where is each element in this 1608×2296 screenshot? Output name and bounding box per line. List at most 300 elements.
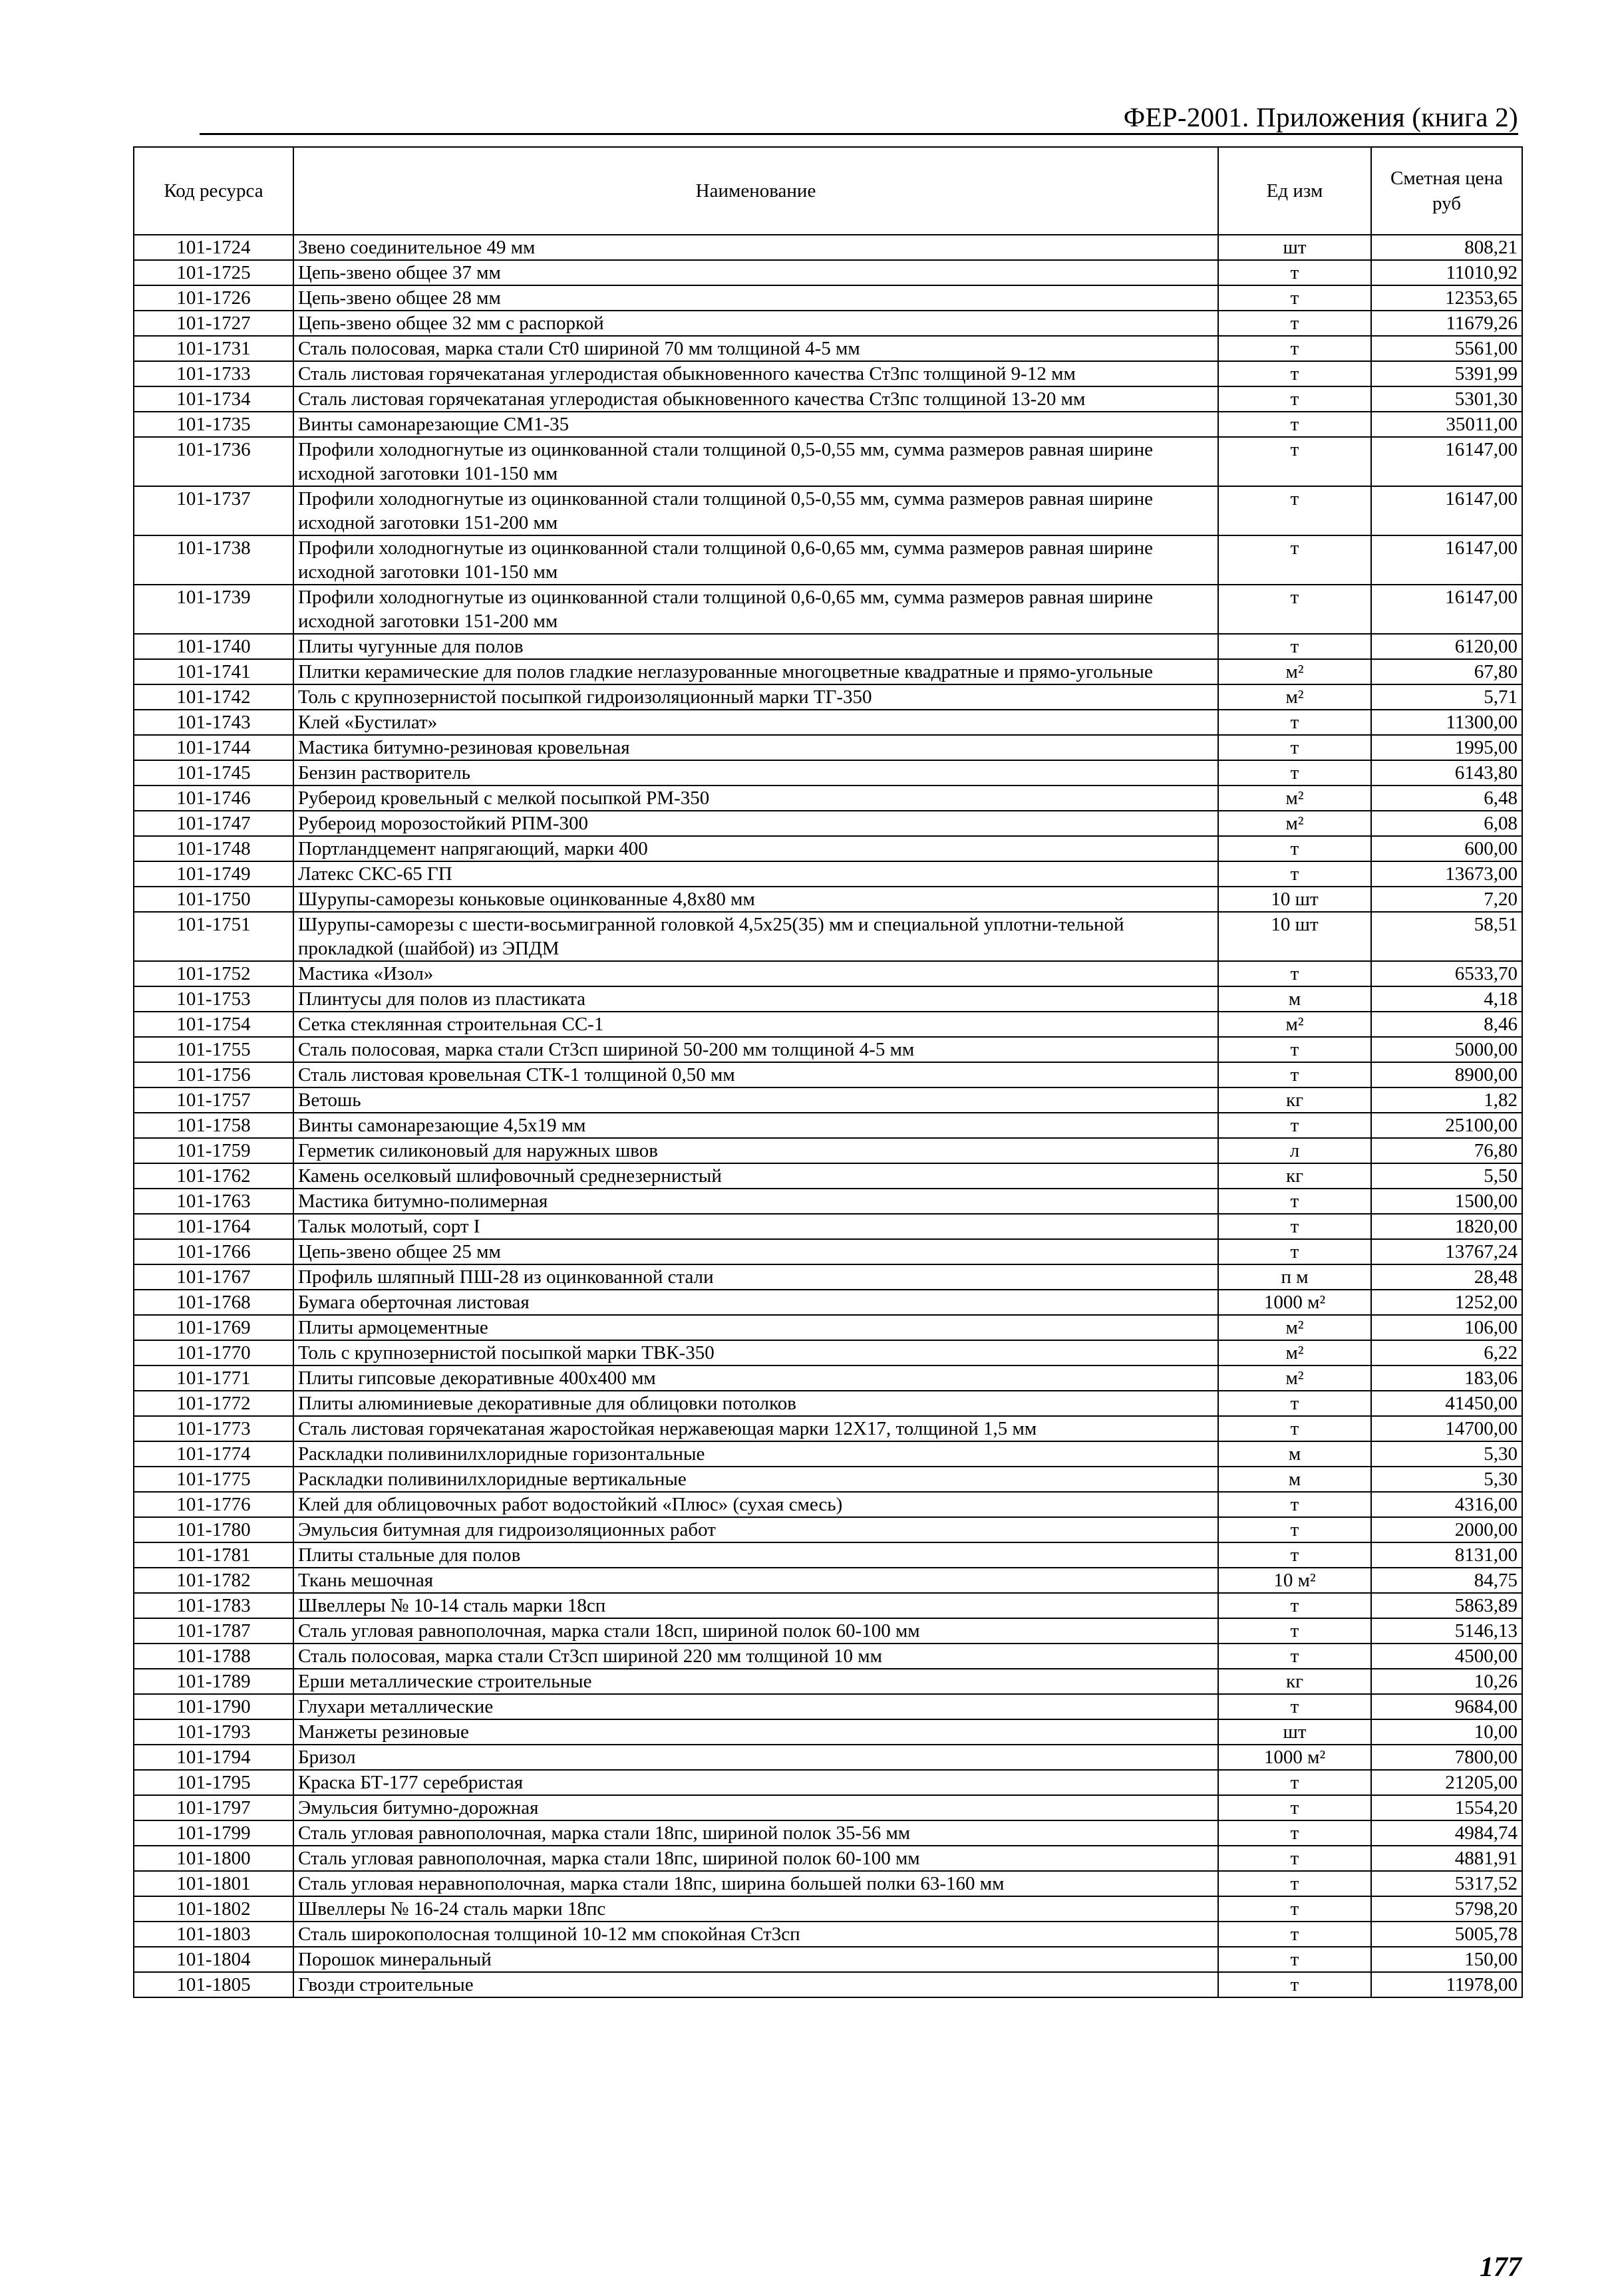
resource-name-cell: Мастика «Изол» [293,961,1218,986]
resource-code-cell: 101-1800 [134,1846,293,1871]
unit-cell: т [1218,285,1371,311]
price-cell: 5146,13 [1371,1618,1522,1644]
table-row [134,1416,1522,1441]
unit-cell: т [1218,1795,1371,1820]
unit-cell: т [1218,1846,1371,1871]
column-header-price: Сметная цена руб [1371,147,1522,235]
resource-name-cell: Сталь листовая горячекатаная углеродистая обыкновенного качества Ст3пс толщиной 13-20 мм [293,386,1218,412]
table-row [134,1441,1522,1467]
price-cell: 808,21 [1371,235,1522,260]
table-row [134,811,1522,836]
resource-code-cell: 101-1787 [134,1618,293,1644]
unit-cell: т [1218,1189,1371,1214]
table-row [134,710,1522,735]
unit-cell: т [1218,386,1371,412]
resource-name-cell: Сталь угловая неравнополочная, марка стали 18пс, ширина большей полки 63-160 мм [293,1871,1218,1896]
price-cell: 16147,00 [1371,437,1522,486]
resource-code-cell: 101-1759 [134,1138,293,1163]
table-row [134,1846,1522,1871]
resource-code-cell: 101-1741 [134,659,293,684]
table-row [134,585,1522,634]
price-cell: 13767,24 [1371,1239,1522,1264]
resource-code-cell: 101-1756 [134,1062,293,1087]
table-row [134,1745,1522,1770]
resource-code-cell: 101-1726 [134,285,293,311]
unit-cell: т [1218,1972,1371,1997]
resource-name-cell: Сталь листовая горячекатаная жаростойкая нержавеющая марки 12Х17, толщиной 1,5 мм [293,1416,1218,1441]
resource-name-cell: Шурупы-саморезы коньковые оцинкованные 4,8х80 мм [293,887,1218,912]
resource-code-cell: 101-1768 [134,1290,293,1315]
unit-cell: т [1218,710,1371,735]
resource-code-cell: 101-1781 [134,1542,293,1568]
unit-cell: т [1218,1062,1371,1087]
table-row [134,1517,1522,1542]
price-cell: 1,82 [1371,1087,1522,1113]
resource-name-cell: Ветошь [293,1087,1218,1113]
table-row [134,260,1522,285]
resource-name-cell: Рубероид кровельный с мелкой посыпкой РМ-350 [293,786,1218,811]
resource-code-cell: 101-1773 [134,1416,293,1441]
table-row [134,1871,1522,1896]
resource-name-cell: Ткань мешочная [293,1568,1218,1593]
price-cell: 6533,70 [1371,961,1522,986]
page-number: 177 [1480,2252,1522,2283]
resource-name-cell: Клей «Бустилат» [293,710,1218,735]
document-header-title: ФЕР-2001. Приложения (книга 2) [1123,102,1518,132]
resource-name-cell: Порошок минеральный [293,1947,1218,1972]
resource-name-cell: Рубероид морозостойкий РПМ-300 [293,811,1218,836]
unit-cell: м² [1218,659,1371,684]
resource-name-cell: Плиты гипсовые декоративные 400х400 мм [293,1365,1218,1391]
resource-price-table-container [133,146,1522,1998]
resource-code-cell: 101-1724 [134,235,293,260]
resource-name-cell: Сталь полосовая, марка стали Ст3сп шириной 50-200 мм толщиной 4-5 мм [293,1037,1218,1062]
resource-code-cell: 101-1754 [134,1012,293,1037]
unit-cell: 10 шт [1218,912,1371,961]
price-cell: 11300,00 [1371,710,1522,735]
table-row [134,861,1522,887]
unit-cell: т [1218,861,1371,887]
table-row [134,1340,1522,1365]
resource-name-cell: Краска БТ-177 серебристая [293,1770,1218,1795]
resource-name-cell: Толь с крупнозернистой посыпкой гидроизоляционный марки ТГ-350 [293,684,1218,710]
resource-code-cell: 101-1727 [134,311,293,336]
resource-code-cell: 101-1757 [134,1087,293,1113]
unit-cell: т [1218,412,1371,437]
table-row [134,836,1522,861]
resource-code-cell: 101-1736 [134,437,293,486]
resource-name-cell: Бумага оберточная листовая [293,1290,1218,1315]
table-row [134,1568,1522,1593]
resource-name-cell: Сталь широкополосная толщиной 10-12 мм спокойная Ст3сп [293,1922,1218,1947]
resource-code-cell: 101-1794 [134,1745,293,1770]
price-cell: 8900,00 [1371,1062,1522,1087]
table-row [134,1037,1522,1062]
resource-code-cell: 101-1737 [134,486,293,535]
resource-name-cell: Бризол [293,1745,1218,1770]
resource-code-cell: 101-1744 [134,735,293,760]
resource-name-cell: Цепь-звено общее 28 мм [293,285,1218,311]
resource-name-cell: Плиты стальные для полов [293,1542,1218,1568]
table-row [134,1618,1522,1644]
unit-cell: т [1218,634,1371,659]
resource-code-cell: 101-1767 [134,1264,293,1290]
resource-code-cell: 101-1780 [134,1517,293,1542]
unit-cell: т [1218,1644,1371,1669]
resource-code-cell: 101-1745 [134,760,293,786]
price-cell: 6143,80 [1371,760,1522,786]
resource-name-cell: Винты самонарезающие 4,5х19 мм [293,1113,1218,1138]
table-row [134,1365,1522,1391]
price-cell: 5317,52 [1371,1871,1522,1896]
unit-cell: т [1218,836,1371,861]
unit-cell: т [1218,535,1371,585]
resource-name-cell: Манжеты резиновые [293,1719,1218,1745]
resource-name-cell: Профили холодногнутые из оцинкованной стали толщиной 0,6-0,65 мм, сумма размеров равная ширине исходной заготовки 151-200 мм [293,585,1218,634]
table-row [134,1694,1522,1719]
price-cell: 5,50 [1371,1163,1522,1189]
price-cell: 8131,00 [1371,1542,1522,1568]
unit-cell: 1000 м² [1218,1290,1371,1315]
resource-code-cell: 101-1804 [134,1947,293,1972]
price-cell: 5863,89 [1371,1593,1522,1618]
unit-cell: т [1218,1593,1371,1618]
unit-cell: т [1218,1492,1371,1517]
resource-name-cell: Раскладки поливинилхлоридные вертикальные [293,1467,1218,1492]
table-row [134,285,1522,311]
resource-name-cell: Цепь-звено общее 25 мм [293,1239,1218,1264]
unit-cell: т [1218,1542,1371,1568]
resource-name-cell: Камень оселковый шлифовочный среднезернистый [293,1163,1218,1189]
price-cell: 183,06 [1371,1365,1522,1391]
price-cell: 16147,00 [1371,585,1522,634]
header-divider [200,133,1518,135]
price-cell: 1252,00 [1371,1290,1522,1315]
table-row [134,486,1522,535]
table-row [134,535,1522,585]
table-row [134,1264,1522,1290]
resource-code-cell: 101-1783 [134,1593,293,1618]
table-row [134,1062,1522,1087]
table-row [134,1391,1522,1416]
table-row [134,1922,1522,1947]
resource-name-cell: Клей для облицовочных работ водостойкий «Плюс» (сухая смесь) [293,1492,1218,1517]
price-cell: 16147,00 [1371,486,1522,535]
table-row [134,235,1522,260]
unit-cell: т [1218,1820,1371,1846]
unit-cell: шт [1218,235,1371,260]
unit-cell: т [1218,1037,1371,1062]
resource-name-cell: Сталь листовая горячекатаная углеродистая обыкновенного качества Ст3пс толщиной 9-12 мм [293,361,1218,386]
unit-cell: т [1218,760,1371,786]
table-row [134,336,1522,361]
resource-name-cell: Сетка стеклянная строительная СС-1 [293,1012,1218,1037]
table-row [134,1290,1522,1315]
price-cell: 6,08 [1371,811,1522,836]
resource-code-cell: 101-1764 [134,1214,293,1239]
resource-name-cell: Звено соединительное 49 мм [293,235,1218,260]
price-cell: 28,48 [1371,1264,1522,1290]
table-body [134,235,1522,1997]
table-row [134,887,1522,912]
resource-name-cell: Профили холодногнутые из оцинкованной стали толщиной 0,6-0,65 мм, сумма размеров равная ширине исходной заготовки 101-150 мм [293,535,1218,585]
unit-cell: т [1218,1416,1371,1441]
price-cell: 6,22 [1371,1340,1522,1365]
table-row [134,1087,1522,1113]
resource-name-cell: Профиль шляпный ПШ-28 из оцинкованной стали [293,1264,1218,1290]
table-row [134,1820,1522,1846]
price-cell: 600,00 [1371,836,1522,861]
price-cell: 1995,00 [1371,735,1522,760]
price-cell: 12353,65 [1371,285,1522,311]
table-row [134,311,1522,336]
price-cell: 7800,00 [1371,1745,1522,1770]
price-cell: 6,48 [1371,786,1522,811]
resource-name-cell: Цепь-звено общее 37 мм [293,260,1218,285]
resource-code-cell: 101-1763 [134,1189,293,1214]
resource-name-cell: Цепь-звено общее 32 мм с распоркой [293,311,1218,336]
unit-cell: т [1218,260,1371,285]
unit-cell: 10 м² [1218,1568,1371,1593]
resource-code-cell: 101-1758 [134,1113,293,1138]
price-cell: 67,80 [1371,659,1522,684]
resource-code-cell: 101-1789 [134,1669,293,1694]
unit-cell: п м [1218,1264,1371,1290]
unit-cell: т [1218,486,1371,535]
table-row [134,1770,1522,1795]
resource-name-cell: Плитки керамические для полов гладкие неглазурованные многоцветные квадратные и прямо-угольные [293,659,1218,684]
price-cell: 5,30 [1371,1467,1522,1492]
price-cell: 21205,00 [1371,1770,1522,1795]
resource-name-cell: Эмульсия битумно-дорожная [293,1795,1218,1820]
table-row [134,1795,1522,1820]
unit-cell: т [1218,1922,1371,1947]
resource-code-cell: 101-1775 [134,1467,293,1492]
price-cell: 14700,00 [1371,1416,1522,1441]
resource-name-cell: Сталь угловая равнополочная, марка стали 18пс, шириной полок 35-56 мм [293,1820,1218,1846]
table-row [134,912,1522,961]
price-cell: 4984,74 [1371,1820,1522,1846]
resource-code-cell: 101-1799 [134,1820,293,1846]
resource-code-cell: 101-1801 [134,1871,293,1896]
unit-cell: т [1218,1871,1371,1896]
unit-cell: т [1218,1391,1371,1416]
price-cell: 5000,00 [1371,1037,1522,1062]
table-row [134,961,1522,986]
resource-code-cell: 101-1793 [134,1719,293,1745]
resource-code-cell: 101-1752 [134,961,293,986]
resource-name-cell: Толь с крупнозернистой посыпкой марки ТВК-350 [293,1340,1218,1365]
unit-cell: м [1218,986,1371,1012]
table-row [134,361,1522,386]
resource-name-cell: Глухари металлические [293,1694,1218,1719]
price-cell: 76,80 [1371,1138,1522,1163]
table-row [134,1012,1522,1037]
unit-cell: т [1218,1694,1371,1719]
unit-cell: т [1218,336,1371,361]
resource-code-cell: 101-1795 [134,1770,293,1795]
table-row [134,1896,1522,1922]
resource-name-cell: Герметик силиконовый для наружных швов [293,1138,1218,1163]
unit-cell: т [1218,1618,1371,1644]
price-cell: 25100,00 [1371,1113,1522,1138]
resource-name-cell: Мастика битумно-полимерная [293,1189,1218,1214]
resource-code-cell: 101-1772 [134,1391,293,1416]
unit-cell: т [1218,1214,1371,1239]
resource-code-cell: 101-1743 [134,710,293,735]
unit-cell: т [1218,1113,1371,1138]
resource-code-cell: 101-1734 [134,386,293,412]
resource-name-cell: Ерши металлические строительные [293,1669,1218,1694]
table-row [134,1719,1522,1745]
column-header-unit: Ед изм [1218,147,1371,235]
unit-cell: кг [1218,1163,1371,1189]
price-cell: 16147,00 [1371,535,1522,585]
resource-name-cell: Плинтусы для полов из пластиката [293,986,1218,1012]
unit-cell: м² [1218,811,1371,836]
price-cell: 4500,00 [1371,1644,1522,1669]
resource-code-cell: 101-1770 [134,1340,293,1365]
table-row [134,1492,1522,1517]
unit-cell: м² [1218,1365,1371,1391]
price-cell: 106,00 [1371,1315,1522,1340]
price-cell: 11978,00 [1371,1972,1522,1997]
table-row [134,684,1522,710]
resource-code-cell: 101-1771 [134,1365,293,1391]
price-cell: 6120,00 [1371,634,1522,659]
resource-code-cell: 101-1746 [134,786,293,811]
unit-cell: кг [1218,1087,1371,1113]
table-row [134,1972,1522,1997]
table-row [134,659,1522,684]
resource-code-cell: 101-1762 [134,1163,293,1189]
unit-cell: т [1218,1770,1371,1795]
price-cell: 5798,20 [1371,1896,1522,1922]
resource-code-cell: 101-1731 [134,336,293,361]
price-cell: 1500,00 [1371,1189,1522,1214]
resource-code-cell: 101-1788 [134,1644,293,1669]
resource-code-cell: 101-1797 [134,1795,293,1820]
price-cell: 41450,00 [1371,1391,1522,1416]
resource-code-cell: 101-1753 [134,986,293,1012]
resource-code-cell: 101-1747 [134,811,293,836]
price-cell: 4316,00 [1371,1492,1522,1517]
unit-cell: м [1218,1467,1371,1492]
resource-name-cell: Профили холодногнутые из оцинкованной стали толщиной 0,5-0,55 мм, сумма размеров равная ширине исходной заготовки 101-150 мм [293,437,1218,486]
resource-code-cell: 101-1782 [134,1568,293,1593]
price-cell: 11010,92 [1371,260,1522,285]
unit-cell: т [1218,1239,1371,1264]
unit-cell: 1000 м² [1218,1745,1371,1770]
table-row [134,412,1522,437]
resource-name-cell: Бензин растворитель [293,760,1218,786]
resource-name-cell: Швеллеры № 10-14 сталь марки 18сп [293,1593,1218,1618]
price-cell: 58,51 [1371,912,1522,961]
resource-name-cell: Сталь полосовая, марка стали Ст0 шириной 70 мм толщиной 4-5 мм [293,336,1218,361]
price-cell: 4881,91 [1371,1846,1522,1871]
table-row [134,1163,1522,1189]
price-cell: 1820,00 [1371,1214,1522,1239]
resource-code-cell: 101-1805 [134,1972,293,1997]
resource-code-cell: 101-1774 [134,1441,293,1467]
table-row [134,1138,1522,1163]
unit-cell: м² [1218,1315,1371,1340]
resource-code-cell: 101-1738 [134,535,293,585]
resource-code-cell: 101-1750 [134,887,293,912]
table-row [134,1467,1522,1492]
resource-name-cell: Плиты армоцементные [293,1315,1218,1340]
price-cell: 5,71 [1371,684,1522,710]
price-cell: 5561,00 [1371,336,1522,361]
unit-cell: т [1218,961,1371,986]
price-cell: 2000,00 [1371,1517,1522,1542]
resource-code-cell: 101-1790 [134,1694,293,1719]
resource-name-cell: Плиты алюминиевые декоративные для облицовки потолков [293,1391,1218,1416]
resource-price-table [133,146,1523,1998]
resource-code-cell: 101-1755 [134,1037,293,1062]
resource-name-cell: Сталь угловая равнополочная, марка стали 18сп, шириной полок 60-100 мм [293,1618,1218,1644]
table-row [134,1542,1522,1568]
price-cell: 84,75 [1371,1568,1522,1593]
resource-name-cell: Винты самонарезающие СМ1-35 [293,412,1218,437]
resource-code-cell: 101-1751 [134,912,293,961]
column-header-code: Код ресурса [134,147,293,235]
price-cell: 8,46 [1371,1012,1522,1037]
resource-code-cell: 101-1803 [134,1922,293,1947]
price-cell: 1554,20 [1371,1795,1522,1820]
unit-cell: 10 шт [1218,887,1371,912]
resource-code-cell: 101-1735 [134,412,293,437]
price-cell: 5301,30 [1371,386,1522,412]
resource-name-cell: Мастика битумно-резиновая кровельная [293,735,1218,760]
price-cell: 9684,00 [1371,1694,1522,1719]
table-row [134,986,1522,1012]
resource-name-cell: Сталь листовая кровельная СТК-1 толщиной 0,50 мм [293,1062,1218,1087]
unit-cell: шт [1218,1719,1371,1745]
table-row [134,786,1522,811]
resource-code-cell: 101-1740 [134,634,293,659]
price-cell: 11679,26 [1371,311,1522,336]
resource-name-cell: Шурупы-саморезы с шести-восьмигранной головкой 4,5х25(35) мм и специальной уплотни-тельной прокладкой (шайбой) из ЭПДМ [293,912,1218,961]
resource-code-cell: 101-1749 [134,861,293,887]
unit-cell: т [1218,1896,1371,1922]
price-cell: 10,00 [1371,1719,1522,1745]
table-row [134,437,1522,486]
resource-name-cell: Эмульсия битумная для гидроизоляционных работ [293,1517,1218,1542]
resource-name-cell: Сталь полосовая, марка стали Ст3сп шириной 220 мм толщиной 10 мм [293,1644,1218,1669]
resource-code-cell: 101-1739 [134,585,293,634]
price-cell: 150,00 [1371,1947,1522,1972]
resource-name-cell: Профили холодногнутые из оцинкованной стали толщиной 0,5-0,55 мм, сумма размеров равная ширине исходной заготовки 151-200 мм [293,486,1218,535]
unit-cell: т [1218,437,1371,486]
price-cell: 7,20 [1371,887,1522,912]
unit-cell: кг [1218,1669,1371,1694]
table-row [134,386,1522,412]
resource-name-cell: Плиты чугунные для полов [293,634,1218,659]
resource-name-cell: Гвозди строительные [293,1972,1218,1997]
resource-name-cell: Тальк молотый, сорт I [293,1214,1218,1239]
price-cell: 5391,99 [1371,361,1522,386]
unit-cell: м [1218,1441,1371,1467]
table-row [134,1113,1522,1138]
resource-code-cell: 101-1742 [134,684,293,710]
table-row [134,1189,1522,1214]
column-header-name: Наименование [293,147,1218,235]
table-row [134,1644,1522,1669]
unit-cell: л [1218,1138,1371,1163]
price-cell: 13673,00 [1371,861,1522,887]
resource-code-cell: 101-1802 [134,1896,293,1922]
